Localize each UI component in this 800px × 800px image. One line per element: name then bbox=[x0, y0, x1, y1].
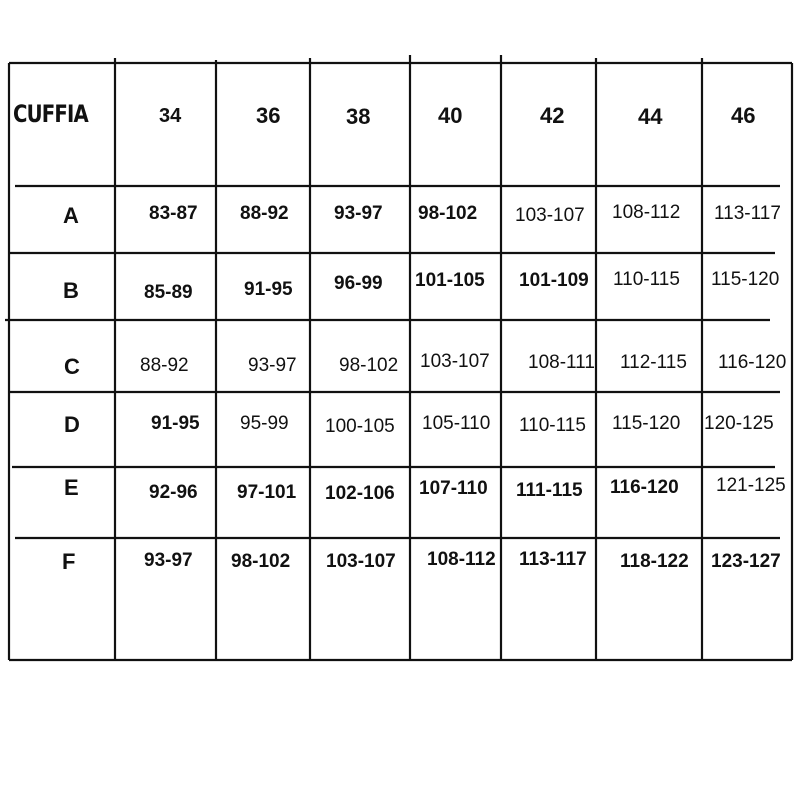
range-d-44: 115-120 bbox=[612, 413, 681, 434]
size-header-42: 42 bbox=[540, 103, 565, 128]
cup-label-d: D bbox=[64, 412, 80, 437]
range-d-38: 100-105 bbox=[325, 416, 395, 437]
range-c-36: 93-97 bbox=[248, 355, 297, 376]
range-e-36: 97-101 bbox=[237, 482, 297, 503]
cup-label-e: E bbox=[64, 475, 79, 500]
size-header-44: 44 bbox=[638, 104, 663, 129]
range-e-34: 92-96 bbox=[149, 482, 198, 503]
range-f-44: 118-122 bbox=[620, 551, 689, 572]
range-b-44: 110-115 bbox=[613, 269, 680, 290]
range-c-44: 112-115 bbox=[620, 352, 687, 373]
size-header-40: 40 bbox=[438, 103, 463, 128]
cup-label-b: B bbox=[63, 278, 79, 303]
range-d-42: 110-115 bbox=[519, 415, 586, 436]
range-a-38: 93-97 bbox=[334, 203, 383, 224]
cup-label-f: F bbox=[62, 549, 76, 574]
size-header-38: 38 bbox=[346, 104, 371, 129]
range-f-36: 98-102 bbox=[231, 551, 291, 572]
range-b-36: 91-95 bbox=[244, 279, 293, 300]
range-c-42: 108-111 bbox=[528, 352, 595, 373]
size-header-34: 34 bbox=[159, 105, 182, 127]
table-title: CUFFIA bbox=[13, 100, 88, 128]
range-f-38: 103-107 bbox=[326, 551, 396, 572]
range-d-36: 95-99 bbox=[240, 413, 289, 434]
range-f-42: 113-117 bbox=[519, 549, 587, 570]
range-a-46: 113-117 bbox=[714, 203, 781, 224]
range-a-34: 83-87 bbox=[149, 203, 198, 224]
range-d-34: 91-95 bbox=[151, 413, 200, 434]
size-header-36: 36 bbox=[256, 103, 281, 128]
range-b-38: 96-99 bbox=[334, 273, 383, 294]
range-a-42: 103-107 bbox=[515, 205, 585, 226]
size-header-46: 46 bbox=[731, 103, 756, 128]
range-f-34: 93-97 bbox=[144, 550, 193, 571]
range-d-40: 105-110 bbox=[422, 413, 491, 434]
range-c-46: 116-120 bbox=[718, 352, 787, 373]
range-c-34: 88-92 bbox=[140, 355, 189, 376]
range-b-40: 101-105 bbox=[415, 270, 485, 291]
range-b-42: 101-109 bbox=[519, 270, 589, 291]
range-c-38: 98-102 bbox=[339, 355, 399, 376]
range-e-38: 102-106 bbox=[325, 483, 395, 504]
range-c-40: 103-107 bbox=[420, 351, 490, 372]
range-e-40: 107-110 bbox=[419, 478, 488, 499]
range-e-46: 121-125 bbox=[716, 475, 786, 496]
range-a-40: 98-102 bbox=[418, 203, 478, 224]
cup-label-a: A bbox=[63, 203, 79, 228]
range-f-40: 108-112 bbox=[427, 549, 496, 570]
range-e-42: 111-115 bbox=[516, 480, 583, 501]
range-d-46: 120-125 bbox=[704, 413, 774, 434]
range-e-44: 116-120 bbox=[610, 477, 679, 498]
range-f-46: 123-127 bbox=[711, 551, 781, 572]
range-b-46: 115-120 bbox=[711, 269, 780, 290]
range-a-44: 108-112 bbox=[612, 202, 681, 223]
cup-label-c: C bbox=[64, 354, 80, 379]
range-b-34: 85-89 bbox=[144, 282, 193, 303]
range-a-36: 88-92 bbox=[240, 203, 289, 224]
